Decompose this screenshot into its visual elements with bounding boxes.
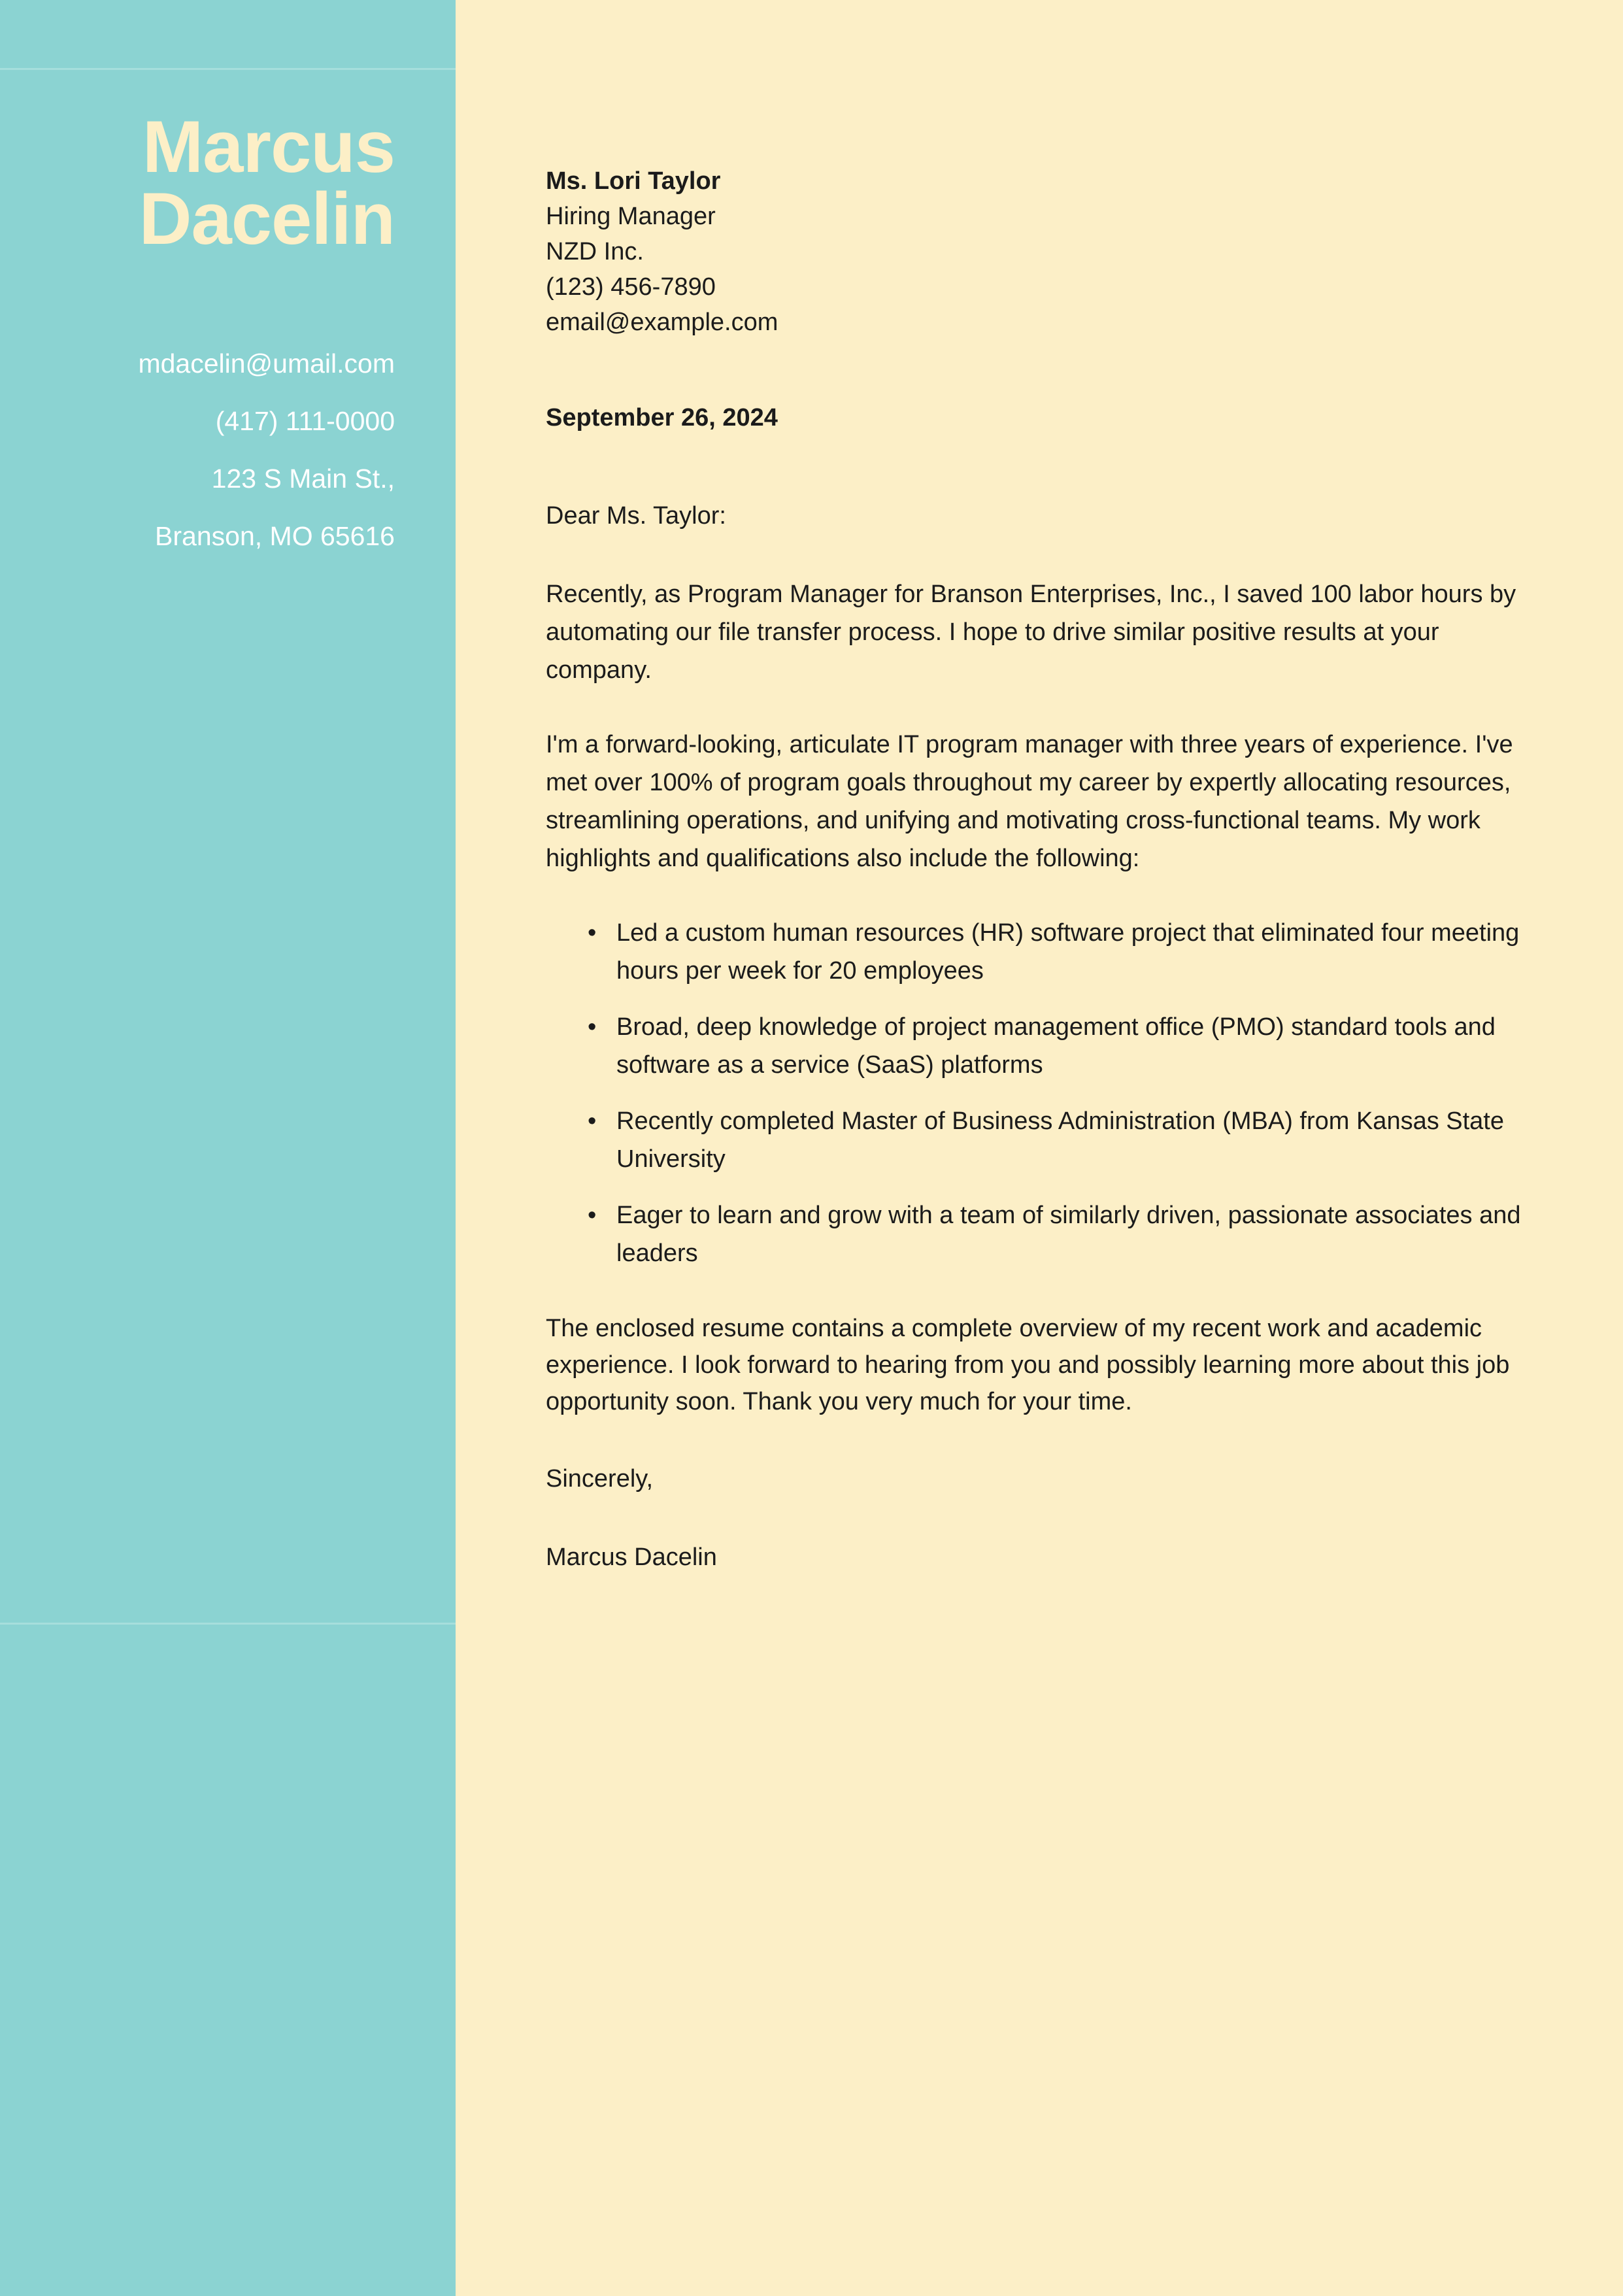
recipient-company: NZD Inc. — [546, 238, 644, 265]
sidebar-divider-top — [0, 68, 456, 70]
letter-date: September 26, 2024 — [546, 404, 778, 431]
recipient-phone: (123) 456-7890 — [546, 273, 716, 301]
sidebar — [0, 0, 456, 2296]
contact-address-line-1: 123 S Main St., — [211, 464, 395, 494]
list-item — [588, 1008, 1533, 1084]
contact-email: mdacelin@umail.com — [138, 348, 395, 379]
body-paragraph-1: Recently, as Program Manager for Branson Enterprises, Inc., I saved 100 labor hours by automating our file transfer process. I hope to drive similar positive results at your company. — [546, 581, 1516, 684]
bullet-icon: • — [588, 1013, 597, 1041]
contact-address-line-2: Branson, MO 65616 — [155, 521, 395, 551]
letter-salutation: Dear Ms. Taylor: — [546, 502, 726, 530]
recipient-name: Ms. Lori Taylor — [546, 167, 721, 195]
list-item-text: Recently completed Master of Business Administration (MBA) from Kansas State University — [616, 1107, 1504, 1173]
sidebar-divider-bottom — [0, 1623, 456, 1625]
list-item-text: Led a custom human resources (HR) software project that eliminated four meeting hours per week for 20 employees — [616, 919, 1520, 985]
contact-phone: (417) 111-0000 — [215, 406, 395, 436]
applicant-last-name: Dacelin — [139, 178, 395, 260]
qualifications-list — [546, 914, 1533, 1272]
applicant-contact-block — [0, 335, 456, 565]
letter-signoff: Sincerely, — [546, 1465, 654, 1493]
applicant-first-name: Marcus — [142, 106, 395, 188]
bullet-icon: • — [588, 1202, 597, 1229]
bullet-icon: • — [588, 1107, 597, 1135]
letter-body — [546, 0, 1533, 2296]
list-item — [588, 1102, 1533, 1178]
letter-content — [546, 575, 1533, 1576]
list-item — [588, 1196, 1533, 1272]
recipient-block — [546, 163, 1533, 340]
recipient-email: email@example.com — [546, 309, 778, 336]
bullet-icon: • — [588, 919, 597, 947]
body-paragraph-2: I'm a forward-looking, articulate IT program manager with three years of experience. I've met over 100% of program goals throughout my career by expertly allocating resources, streamlining operations, and unifying and motivating cross-functional teams. My work highlights and qualifications also include the following: — [546, 731, 1513, 872]
list-item-text: Broad, deep knowledge of project management office (PMO) standard tools and software as a service (SaaS) platforms — [616, 1013, 1496, 1079]
applicant-name-block — [0, 106, 456, 260]
recipient-title: Hiring Manager — [546, 203, 716, 230]
list-item-text: Eager to learn and grow with a team of similarly driven, passionate associates and leaders — [616, 1202, 1521, 1267]
signature-name: Marcus Dacelin — [546, 1544, 717, 1571]
list-item — [588, 914, 1533, 990]
closing-paragraph: The enclosed resume contains a complete overview of my recent work and academic experience. I look forward to hearing from you and possibly learning more about this job opportunity soon. Thank you very much for your time. — [546, 1315, 1510, 1415]
